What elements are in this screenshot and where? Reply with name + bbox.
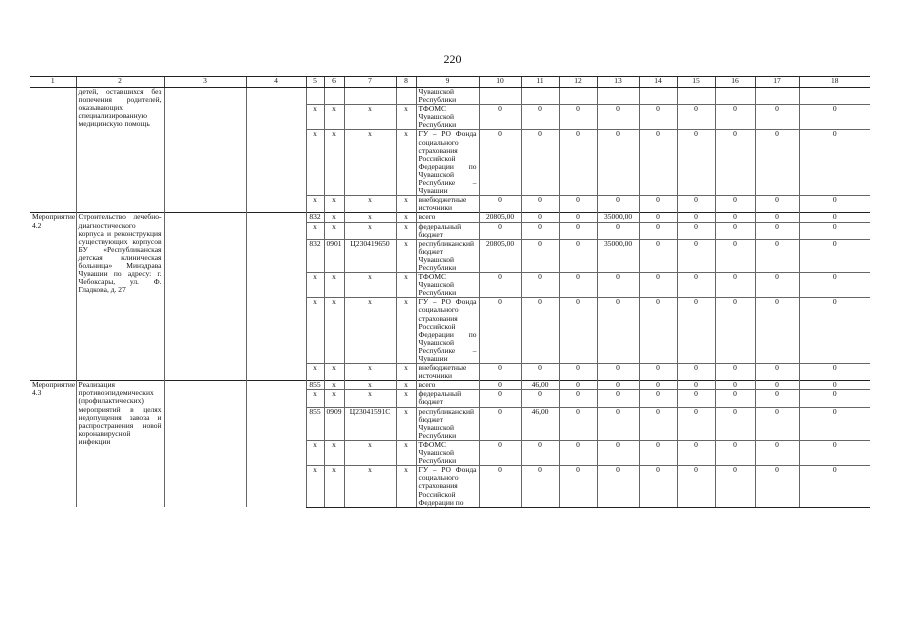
amount-cell-year-7: 0: [715, 466, 755, 507]
amount-cell-year-3: 0: [559, 222, 597, 239]
amount-cell-year-1: 0: [479, 273, 521, 298]
code-cell-c5: 832: [306, 213, 324, 222]
amount-cell-year-7: 0: [715, 130, 755, 196]
code-cell-c7: х: [344, 440, 396, 465]
amount-cell-year-2: 0: [521, 364, 559, 381]
amount-cell-year-3: 0: [559, 381, 597, 390]
amount-cell-year-5: 0: [639, 105, 677, 130]
amount-cell-year-8: 0: [755, 196, 799, 213]
code-cell-c7: х: [344, 105, 396, 130]
amount-cell-year-9: 0: [799, 381, 870, 390]
amount-cell-year-4: 0: [597, 364, 639, 381]
code-cell-c8: х: [396, 466, 416, 507]
empty-cell-c3: [164, 88, 246, 213]
column-header-2: 2: [76, 77, 164, 88]
amount-cell-year-1: 0: [479, 440, 521, 465]
amount-cell-year-8: 0: [755, 105, 799, 130]
code-cell-c8: х: [396, 381, 416, 390]
amount-cell-year-9: 0: [799, 466, 870, 507]
amount-cell-year-5: 0: [639, 381, 677, 390]
amount-cell-year-2: 0: [521, 222, 559, 239]
amount-cell-year-3: 0: [559, 130, 597, 196]
funding-source: ГУ – РО Фонда социального страхования Российской Федерации по: [416, 466, 479, 507]
amount-cell-year-4: 0: [597, 298, 639, 364]
amount-cell-year-6: 0: [677, 130, 715, 196]
amount-cell-year-5: 0: [639, 196, 677, 213]
amount-cell-year-8: 0: [755, 407, 799, 440]
amount-cell-year-9: 0: [799, 298, 870, 364]
amount-cell-year-5: 0: [639, 130, 677, 196]
amount-cell-year-2: 0: [521, 273, 559, 298]
empty-cell-c4: [246, 381, 306, 507]
amount-cell-year-3: 0: [559, 407, 597, 440]
amount-cell-year-7: 0: [715, 222, 755, 239]
code-cell-c6: х: [324, 364, 344, 381]
code-cell-c5: х: [306, 390, 324, 407]
amount-cell-year-9: 0: [799, 273, 870, 298]
code-cell-c6: 0909: [324, 407, 344, 440]
amount-cell-year-6: 0: [677, 381, 715, 390]
amount-cell-year-3: 0: [559, 213, 597, 222]
column-header-16: 16: [715, 77, 755, 88]
amount-cell-year-3: 0: [559, 390, 597, 407]
code-cell-c8: [396, 88, 416, 105]
amount-cell-year-3: 0: [559, 239, 597, 272]
funding-source: ГУ – РО Фонда социального страхования Российской Федерации по Чувашской Республике – Чувашии: [416, 298, 479, 364]
code-cell-c8: х: [396, 440, 416, 465]
funding-source: федеральный бюджет: [416, 390, 479, 407]
amount-cell-year-8: 0: [755, 222, 799, 239]
code-cell-c5: х: [306, 130, 324, 196]
empty-cell-c3: [164, 381, 246, 507]
amount-cell-year-1: 20805,00: [479, 239, 521, 272]
amount-cell-year-2: 0: [521, 196, 559, 213]
amount-cell-year-9: [799, 88, 870, 105]
measure-description: Строительство лечебно-диагностического корпуса и реконструкция существующих корпусов БУ «Республиканская детская клиническая больница» Минздрава Чувашии по адресу: г. Чебоксары, ул. Ф. Гладкова, д. 27: [76, 213, 164, 381]
amount-cell-year-7: 0: [715, 273, 755, 298]
amount-cell-year-6: 0: [677, 213, 715, 222]
code-cell-c7: х: [344, 130, 396, 196]
amount-cell-year-2: 0: [521, 440, 559, 465]
amount-cell-year-1: [479, 88, 521, 105]
amount-cell-year-3: 0: [559, 298, 597, 364]
code-cell-c7: Ц230419650: [344, 239, 396, 272]
code-cell-c6: х: [324, 222, 344, 239]
amount-cell-year-6: 0: [677, 273, 715, 298]
code-cell-c8: х: [396, 222, 416, 239]
column-header-11: 11: [521, 77, 559, 88]
amount-cell-year-9: 0: [799, 105, 870, 130]
amount-cell-year-2: 0: [521, 130, 559, 196]
code-cell-c7: х: [344, 364, 396, 381]
amount-cell-year-7: 0: [715, 196, 755, 213]
amount-cell-year-1: 0: [479, 130, 521, 196]
amount-cell-year-5: 0: [639, 239, 677, 272]
code-cell-c5: х: [306, 196, 324, 213]
amount-cell-year-6: 0: [677, 222, 715, 239]
code-cell-c8: х: [396, 390, 416, 407]
amount-cell-year-3: 0: [559, 105, 597, 130]
amount-cell-year-7: 0: [715, 390, 755, 407]
code-cell-c6: х: [324, 381, 344, 390]
amount-cell-year-6: 0: [677, 239, 715, 272]
code-cell-c7: х: [344, 298, 396, 364]
code-cell-c5: х: [306, 364, 324, 381]
code-cell-c8: х: [396, 407, 416, 440]
column-header-15: 15: [677, 77, 715, 88]
code-cell-c6: [324, 88, 344, 105]
amount-cell-year-9: 0: [799, 196, 870, 213]
amount-cell-year-2: 46,00: [521, 381, 559, 390]
code-cell-c6: х: [324, 213, 344, 222]
measure-label: [30, 88, 76, 213]
amount-cell-year-9: 0: [799, 213, 870, 222]
amount-cell-year-6: [677, 88, 715, 105]
amount-cell-year-2: 0: [521, 213, 559, 222]
amount-cell-year-2: 0: [521, 105, 559, 130]
code-cell-c8: х: [396, 273, 416, 298]
amount-cell-year-8: 0: [755, 466, 799, 507]
amount-cell-year-7: 0: [715, 407, 755, 440]
amount-cell-year-6: 0: [677, 466, 715, 507]
amount-cell-year-3: 0: [559, 196, 597, 213]
amount-cell-year-2: 0: [521, 298, 559, 364]
amount-cell-year-5: [639, 88, 677, 105]
amount-cell-year-5: 0: [639, 466, 677, 507]
amount-cell-year-7: 0: [715, 213, 755, 222]
code-cell-c8: х: [396, 213, 416, 222]
amount-cell-year-9: 0: [799, 407, 870, 440]
amount-cell-year-6: 0: [677, 407, 715, 440]
column-header-18: 18: [799, 77, 870, 88]
column-header-5: 5: [306, 77, 324, 88]
column-header-4: 4: [246, 77, 306, 88]
amount-cell-year-9: 0: [799, 364, 870, 381]
code-cell-c7: х: [344, 213, 396, 222]
amount-cell-year-5: 0: [639, 440, 677, 465]
amount-cell-year-4: 0: [597, 381, 639, 390]
measure-label: Мероприятие 4.2: [30, 213, 76, 381]
column-header-14: 14: [639, 77, 677, 88]
amount-cell-year-4: 0: [597, 105, 639, 130]
amount-cell-year-4: 0: [597, 196, 639, 213]
code-cell-c7: х: [344, 390, 396, 407]
amount-cell-year-4: 0: [597, 440, 639, 465]
amount-cell-year-2: 0: [521, 466, 559, 507]
code-cell-c5: х: [306, 273, 324, 298]
amount-cell-year-4: 0: [597, 130, 639, 196]
amount-cell-year-9: 0: [799, 390, 870, 407]
amount-cell-year-6: 0: [677, 105, 715, 130]
code-cell-c7: х: [344, 381, 396, 390]
empty-cell-c4: [246, 213, 306, 381]
amount-cell-year-2: 0: [521, 239, 559, 272]
amount-cell-year-7: 0: [715, 381, 755, 390]
code-cell-c5: 855: [306, 381, 324, 390]
funding-source: республиканский бюджет Чувашской Республики: [416, 407, 479, 440]
amount-cell-year-3: 0: [559, 364, 597, 381]
amount-cell-year-4: 0: [597, 390, 639, 407]
header-row: [30, 77, 870, 88]
amount-cell-year-8: 0: [755, 390, 799, 407]
amount-cell-year-1: 0: [479, 222, 521, 239]
column-header-17: 17: [755, 77, 799, 88]
code-cell-c5: 832: [306, 239, 324, 272]
amount-cell-year-7: 0: [715, 105, 755, 130]
code-cell-c7: [344, 88, 396, 105]
code-cell-c6: х: [324, 440, 344, 465]
code-cell-c8: х: [396, 298, 416, 364]
code-cell-c8: х: [396, 130, 416, 196]
code-cell-c6: х: [324, 130, 344, 196]
amount-cell-year-2: 46,00: [521, 407, 559, 440]
amount-cell-year-7: 0: [715, 298, 755, 364]
code-cell-c5: х: [306, 440, 324, 465]
column-header-10: 10: [479, 77, 521, 88]
amount-cell-year-1: 0: [479, 466, 521, 507]
column-header-9: 9: [416, 77, 479, 88]
amount-cell-year-4: 0: [597, 466, 639, 507]
amount-cell-year-6: 0: [677, 196, 715, 213]
empty-cell-c3: [164, 213, 246, 381]
funding-source: республиканский бюджет Чувашской Республики: [416, 239, 479, 272]
amount-cell-year-9: 0: [799, 440, 870, 465]
code-cell-c6: х: [324, 298, 344, 364]
amount-cell-year-7: 0: [715, 239, 755, 272]
amount-cell-year-8: 0: [755, 364, 799, 381]
amount-cell-year-3: [559, 88, 597, 105]
page-number: 220: [443, 52, 462, 66]
measure-description: детей, оставшихся без попечения родителей, оказывающих специализированную медицинскую помощь: [76, 88, 164, 213]
code-cell-c5: х: [306, 298, 324, 364]
table-row: [30, 213, 870, 222]
amount-cell-year-6: 0: [677, 440, 715, 465]
funding-source: внебюджетные источники: [416, 364, 479, 381]
amount-cell-year-6: 0: [677, 364, 715, 381]
column-header-7: 7: [344, 77, 396, 88]
code-cell-c7: х: [344, 273, 396, 298]
amount-cell-year-9: 0: [799, 130, 870, 196]
amount-cell-year-7: 0: [715, 440, 755, 465]
amount-cell-year-5: 0: [639, 213, 677, 222]
code-cell-c6: х: [324, 466, 344, 507]
code-cell-c5: х: [306, 466, 324, 507]
amount-cell-year-5: 0: [639, 298, 677, 364]
code-cell-c6: х: [324, 196, 344, 213]
code-cell-c6: х: [324, 105, 344, 130]
table-row: [30, 88, 870, 105]
amount-cell-year-1: 0: [479, 196, 521, 213]
funding-source: ГУ – РО Фонда социального страхования Российской Федерации по Чувашской Республике – Чувашии: [416, 130, 479, 196]
amount-cell-year-5: 0: [639, 273, 677, 298]
column-header-8: 8: [396, 77, 416, 88]
code-cell-c7: х: [344, 466, 396, 507]
funding-source: внебюджетные источники: [416, 196, 479, 213]
amount-cell-year-4: 35000,00: [597, 213, 639, 222]
code-cell-c7: х: [344, 222, 396, 239]
code-cell-c6: х: [324, 390, 344, 407]
amount-cell-year-1: 0: [479, 381, 521, 390]
measure-description: Реализация противоэпидемических (профилактических) мероприятий в целях недопущения завоза и распространения новой коронавирусной инфекции: [76, 381, 164, 507]
amount-cell-year-8: 0: [755, 213, 799, 222]
funding-source: федеральный бюджет: [416, 222, 479, 239]
code-cell-c7: Ц23041591С: [344, 407, 396, 440]
budget-table: [30, 76, 870, 508]
code-cell-c8: х: [396, 364, 416, 381]
amount-cell-year-8: 0: [755, 130, 799, 196]
amount-cell-year-5: 0: [639, 222, 677, 239]
amount-cell-year-3: 0: [559, 273, 597, 298]
empty-cell-c4: [246, 88, 306, 213]
amount-cell-year-1: 0: [479, 390, 521, 407]
amount-cell-year-9: 0: [799, 222, 870, 239]
amount-cell-year-4: [597, 88, 639, 105]
amount-cell-year-8: 0: [755, 273, 799, 298]
amount-cell-year-4: 0: [597, 222, 639, 239]
amount-cell-year-8: [755, 88, 799, 105]
code-cell-c8: х: [396, 239, 416, 272]
amount-cell-year-4: 35000,00: [597, 239, 639, 272]
amount-cell-year-4: 0: [597, 273, 639, 298]
amount-cell-year-6: 0: [677, 298, 715, 364]
code-cell-c6: 0901: [324, 239, 344, 272]
amount-cell-year-4: 0: [597, 407, 639, 440]
code-cell-c8: х: [396, 196, 416, 213]
code-cell-c8: х: [396, 105, 416, 130]
code-cell-c6: х: [324, 273, 344, 298]
funding-source: ТФОМС Чувашской Республики: [416, 105, 479, 130]
amount-cell-year-9: 0: [799, 239, 870, 272]
funding-source: Чувашской Республики: [416, 88, 479, 105]
column-header-3: 3: [164, 77, 246, 88]
amount-cell-year-8: 0: [755, 381, 799, 390]
amount-cell-year-7: [715, 88, 755, 105]
column-header-1: 1: [30, 77, 76, 88]
amount-cell-year-8: 0: [755, 298, 799, 364]
funding-source: всего: [416, 381, 479, 390]
measure-label: Мероприятие 4.3: [30, 381, 76, 507]
funding-source: ТФОМС Чувашской Республики: [416, 440, 479, 465]
amount-cell-year-1: 0: [479, 364, 521, 381]
amount-cell-year-5: 0: [639, 407, 677, 440]
amount-cell-year-6: 0: [677, 390, 715, 407]
amount-cell-year-1: 0: [479, 298, 521, 364]
column-header-6: 6: [324, 77, 344, 88]
amount-cell-year-8: 0: [755, 239, 799, 272]
amount-cell-year-3: 0: [559, 466, 597, 507]
amount-cell-year-7: 0: [715, 364, 755, 381]
column-header-13: 13: [597, 77, 639, 88]
code-cell-c5: 855: [306, 407, 324, 440]
column-header-12: 12: [559, 77, 597, 88]
amount-cell-year-2: [521, 88, 559, 105]
amount-cell-year-5: 0: [639, 364, 677, 381]
code-cell-c5: х: [306, 105, 324, 130]
code-cell-c5: х: [306, 222, 324, 239]
amount-cell-year-1: 0: [479, 407, 521, 440]
amount-cell-year-3: 0: [559, 440, 597, 465]
funding-source: ТФОМС Чувашской Республики: [416, 273, 479, 298]
code-cell-c5: [306, 88, 324, 105]
amount-cell-year-8: 0: [755, 440, 799, 465]
amount-cell-year-5: 0: [639, 390, 677, 407]
code-cell-c7: х: [344, 196, 396, 213]
amount-cell-year-2: 0: [521, 390, 559, 407]
amount-cell-year-1: 20805,00: [479, 213, 521, 222]
funding-source: всего: [416, 213, 479, 222]
amount-cell-year-1: 0: [479, 105, 521, 130]
